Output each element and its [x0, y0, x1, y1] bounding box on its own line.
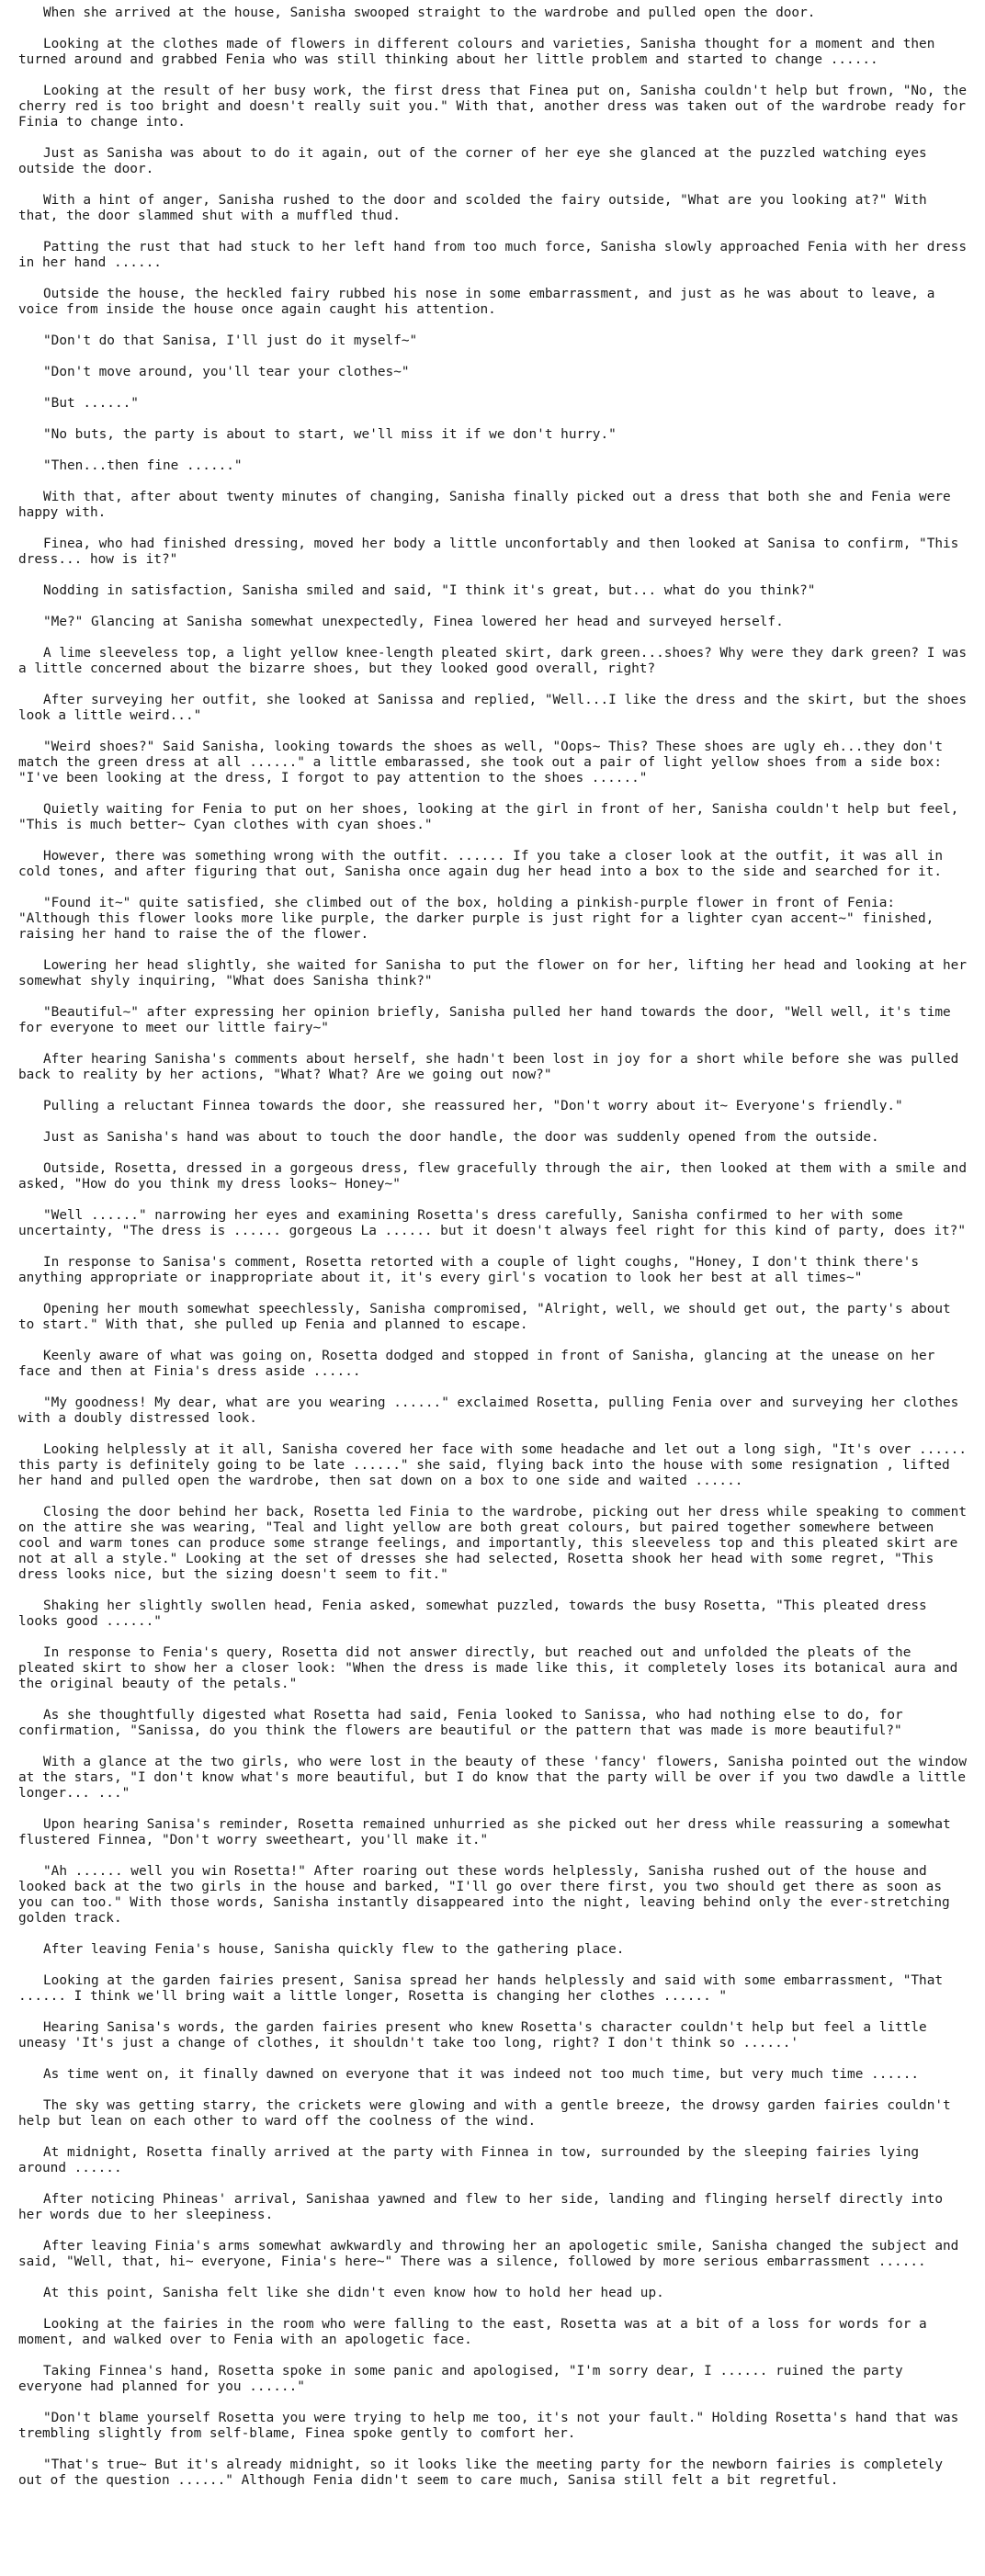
story-paragraph: With a glance at the two girls, who were lost in the beauty of these 'fancy' flowers, Sanisha pointed out the window at the stars, "I don't know what's more beautiful, but I do know that the party will be over if you two dawdle a little longer... ..." — [18, 1755, 968, 1801]
story-paragraph: "Beautiful~" after expressing her opinion briefly, Sanisha pulled her hand towards the door, "Well well, it's time for everyone to meet our little fairy~" — [18, 1005, 951, 1035]
story-paragraph: "Don't do that Sanisa, I'll just do it myself~" — [43, 333, 418, 348]
story-paragraph: Patting the rust that had stuck to her left hand from too much force, Sanisha slowly approached Fenia with her dress in her hand ...... — [18, 240, 968, 270]
story-paragraph: As time went on, it finally dawned on everyone that it was indeed not too much time, but very much time ...... — [43, 2067, 920, 2082]
story-paragraph: "But ......" — [43, 396, 139, 411]
story-paragraph: Taking Finnea's hand, Rosetta spoke in some panic and apologised, "I'm sorry dear, I ...... ruined the party everyone had planned for you ......" — [18, 2364, 903, 2394]
story-paragraph: Looking helplessly at it all, Sanisha covered her face with some headache and let out a long sigh, "It's over ...... this party is definitely going to be late ......" she said, flying back into the house with some resignation , lifted her hand and pulled open the wardrobe, then sat down on a box to one side and waited ...... — [18, 1442, 968, 1488]
story-paragraph: Just as Sanisha was about to do it again, out of the corner of her eye she glanced at the puzzled watching eyes outside the door. — [18, 146, 927, 176]
story-paragraph: Lowering her head slightly, she waited for Sanisha to put the flower on for her, lifting her head and looking at her somewhat shyly inquiring, "What does Sanisha think?" — [18, 958, 968, 989]
story-paragraph: After leaving Fenia's house, Sanisha quickly flew to the gathering place. — [43, 1942, 625, 1957]
story-paragraph: Shaking her slightly swollen head, Fenia asked, somewhat puzzled, towards the busy Rosetta, "This pleated dress looks good ......" — [18, 1599, 927, 1629]
story-paragraph: Keenly aware of what was going on, Rosetta dodged and stopped in front of Sanisha, glancing at the unease on her face and then at Finia's dress aside ...... — [18, 1349, 935, 1379]
story-paragraph: "My goodness! My dear, what are you wearing ......" exclaimed Rosetta, pulling Fenia over and surveying her clothes with a doubly distressed look. — [18, 1395, 959, 1426]
story-paragraph: Pulling a reluctant Finnea towards the door, she reassured her, "Don't worry about it~ Everyone's friendly." — [43, 1099, 903, 1113]
story-paragraph: In response to Fenia's query, Rosetta did not answer directly, but reached out and unfolded the pleats of the pleated skirt to show her a closer look: "When the dress is made like this, it completely loses its botanical aura and the original beauty of the petals." — [18, 1645, 958, 1691]
story-paragraph: "Me?" Glancing at Sanisha somewhat unexpectedly, Finea lowered her head and surveyed herself. — [43, 615, 784, 629]
story-paragraph: "Found it~" quite satisfied, she climbed out of the box, holding a pinkish-purple flower in front of Fenia: "Although this flower looks more like purple, the darker purple is just right for a lighter cyan accent~" finished, raising her hand to raise the of the flower. — [18, 896, 934, 942]
story-paragraph: A lime sleeveless top, a light yellow knee-length pleated skirt, dark green...shoes? Why were they dark green? I was a little concerned about the bizarre shoes, but they looked good overall, right? — [18, 646, 968, 676]
story-paragraph: Looking at the clothes made of flowers in different colours and varieties, Sanisha thought for a moment and then turned around and grabbed Fenia who was still thinking about her little problem and started to change ...... — [18, 37, 935, 67]
story-paragraph: After leaving Finia's arms somewhat awkwardly and throwing her an apologetic smile, Sanisha changed the subject and said, "Well, that, hi~ everyone, Finia's here~" There was a silence, followed by more serious embarrassment ...... — [18, 2239, 959, 2269]
story-paragraph: When she arrived at the house, Sanisha swooped straight to the wardrobe and pulled open the door. — [43, 6, 816, 20]
story-paragraph: At this point, Sanisha felt like she didn't even know how to hold her head up. — [43, 2286, 664, 2300]
story-paragraph: After surveying her outfit, she looked at Sanissa and replied, "Well...I like the dress and the skirt, but the shoes look a little weird..." — [18, 693, 968, 723]
story-paragraph: Upon hearing Sanisa's reminder, Rosetta remained unhurried as she picked out her dress while reassuring a somewhat flustered Finnea, "Don't worry sweetheart, you'll make it." — [18, 1817, 951, 1847]
story-paragraph: "Well ......" narrowing her eyes and examining Rosetta's dress carefully, Sanisha confirmed to her with some uncertainty, "The dress is ...... gorgeous La ...... but it doesn't always feel right for this kind of party, does it?" — [18, 1208, 967, 1238]
story-paragraph: "Don't blame yourself Rosetta you were trying to help me too, it's not your fault." Holding Rosetta's hand that was trembling slightly from self-blame, Finea spoke gently to comfort her. — [18, 2411, 959, 2441]
story-paragraph: Outside, Rosetta, dressed in a gorgeous dress, flew gracefully through the air, then looked at them with a smile and asked, "How do you think my dress looks~ Honey~" — [18, 1161, 968, 1192]
story-paragraph: Looking at the fairies in the room who were falling to the east, Rosetta was at a bit of a loss for words for a moment, and walked over to Fenia with an apologetic face. — [18, 2317, 927, 2347]
story-paragraph: Looking at the result of her busy work, the first dress that Finea put on, Sanisha couldn't help but frown, "No, the cherry red is too bright and doesn't really suit you." With that, another dress was taken out of the wardrobe ready for Finia to change into. — [18, 84, 968, 130]
story-paragraph: "Don't move around, you'll tear your clothes~" — [43, 365, 410, 379]
story-paragraph: With a hint of anger, Sanisha rushed to the door and scolded the fairy outside, "What are you looking at?" With that, the door slammed shut with a muffled thud. — [18, 193, 927, 223]
story-paragraph: Outside the house, the heckled fairy rubbed his nose in some embarrassment, and just as he was about to leave, a voice from inside the house once again caught his attention. — [18, 287, 935, 317]
story-paragraph: "Then...then fine ......" — [43, 458, 243, 473]
story-paragraph: Nodding in satisfaction, Sanisha smiled and said, "I think it's great, but... what do you think?" — [43, 583, 816, 598]
story-paragraph: With that, after about twenty minutes of changing, Sanisha finally picked out a dress that both she and Fenia were happy with. — [18, 490, 951, 520]
story-paragraph: After hearing Sanisha's comments about herself, she hadn't been lost in joy for a short while before she was pulled back to reality by her actions, "What? What? Are we going out now?" — [18, 1052, 959, 1082]
story-paragraph: Just as Sanisha's hand was about to touch the door handle, the door was suddenly opened from the outside. — [43, 1130, 879, 1145]
story-paragraph: After noticing Phineas' arrival, Sanishaa yawned and flew to her side, landing and flinging herself directly into her words due to her sleepiness. — [18, 2192, 944, 2222]
story-paragraph: "Ah ...... well you win Rosetta!" After roaring out these words helplessly, Sanisha rushed out of the house and looked back at the two girls in the house and barked, "I'll go over there first, you two should get there as soon as you can too." With those words, Sanisha instantly disappeared into the night, leaving behind only the ever-stretching golden track. — [18, 1864, 950, 1926]
story-paragraph: Closing the door behind her back, Rosetta led Finia to the wardrobe, picking out her dress while speaking to comment on the attire she was wearing, "Teal and light yellow are both great colours, but paired together somewhere between cool and warm tones can produce some strange feelings, and importantly, this sleeveless top and this pleated skirt are not at all a style." Looking at the set of dresses she had selected, Rosetta shook her head with some regret, "This dress looks nice, but the sizing doesn't seem to fit." — [18, 1505, 968, 1582]
story-paragraph: Quietly waiting for Fenia to put on her shoes, looking at the girl in front of her, Sanisha couldn't help but feel, "This is much better~ Cyan clothes with cyan shoes." — [18, 802, 959, 832]
story-paragraph: At midnight, Rosetta finally arrived at the party with Finnea in tow, surrounded by the sleeping fairies lying around ...... — [18, 2145, 920, 2175]
story-paragraph: "No buts, the party is about to start, we'll miss it if we don't hurry." — [43, 427, 617, 442]
story-paragraph: Finea, who had finished dressing, moved her body a little unconfortably and then looked at Sanisa to confirm, "This dress... how is it?" — [18, 537, 959, 567]
story-paragraph: Looking at the garden fairies present, Sanisa spread her hands helplessly and said with some embarrassment, "That ...... I think we'll bring wait a little longer, Rosetta is changing her clothes ...... " — [18, 1973, 944, 2004]
story-paragraph: "That's true~ But it's already midnight, so it looks like the meeting party for the newborn fairies is completely out of the question ......" Although Fenia didn't seem to care much, Sanisa still felt a bit regretful. — [18, 2457, 944, 2488]
story-paragraph: Hearing Sanisa's words, the garden fairies present who knew Rosetta's character couldn't help but feel a little uneasy 'It's just a change of clothes, it shouldn't take too long, right? I don't think so ......' — [18, 2020, 927, 2051]
story-paragraph: "Weird shoes?" Said Sanisha, looking towards the shoes as well, "Oops~ This? These shoes are ugly eh...they don't match the green dress at all ......" a little embarassed, she took out a pair of light yellow shoes from a side box: "I've been looking at the dress, I forgot to pay attention to the shoes ......" — [18, 740, 944, 785]
story-paragraph: However, there was something wrong with the outfit. ...... If you take a closer look at the outfit, it was all in cold tones, and after figuring that out, Sanisha once again dug her head into a box to the side and searched for it. — [18, 849, 944, 879]
story-paragraph: In response to Sanisa's comment, Rosetta retorted with a couple of light coughs, "Honey, I don't think there's anything appropriate or inappropriate about it, it's every girl's vocation to look her best at all times~" — [18, 1255, 920, 1285]
story-paragraph: Opening her mouth somewhat speechlessly, Sanisha compromised, "Alright, well, we should get out, the party's about to start." With that, she pulled up Fenia and planned to escape. — [18, 1302, 951, 1332]
story-paragraph: The sky was getting starry, the crickets were glowing and with a gentle breeze, the drowsy garden fairies couldn't help but lean on each other to ward off the coolness of the wind. — [18, 2098, 951, 2129]
story-paragraph: As she thoughtfully digested what Rosetta had said, Fenia looked to Sanissa, who had nothing else to do, for confirmation, "Sanissa, do you think the flowers are beautiful or the pattern that was made is more beautiful?" — [18, 1708, 903, 1738]
